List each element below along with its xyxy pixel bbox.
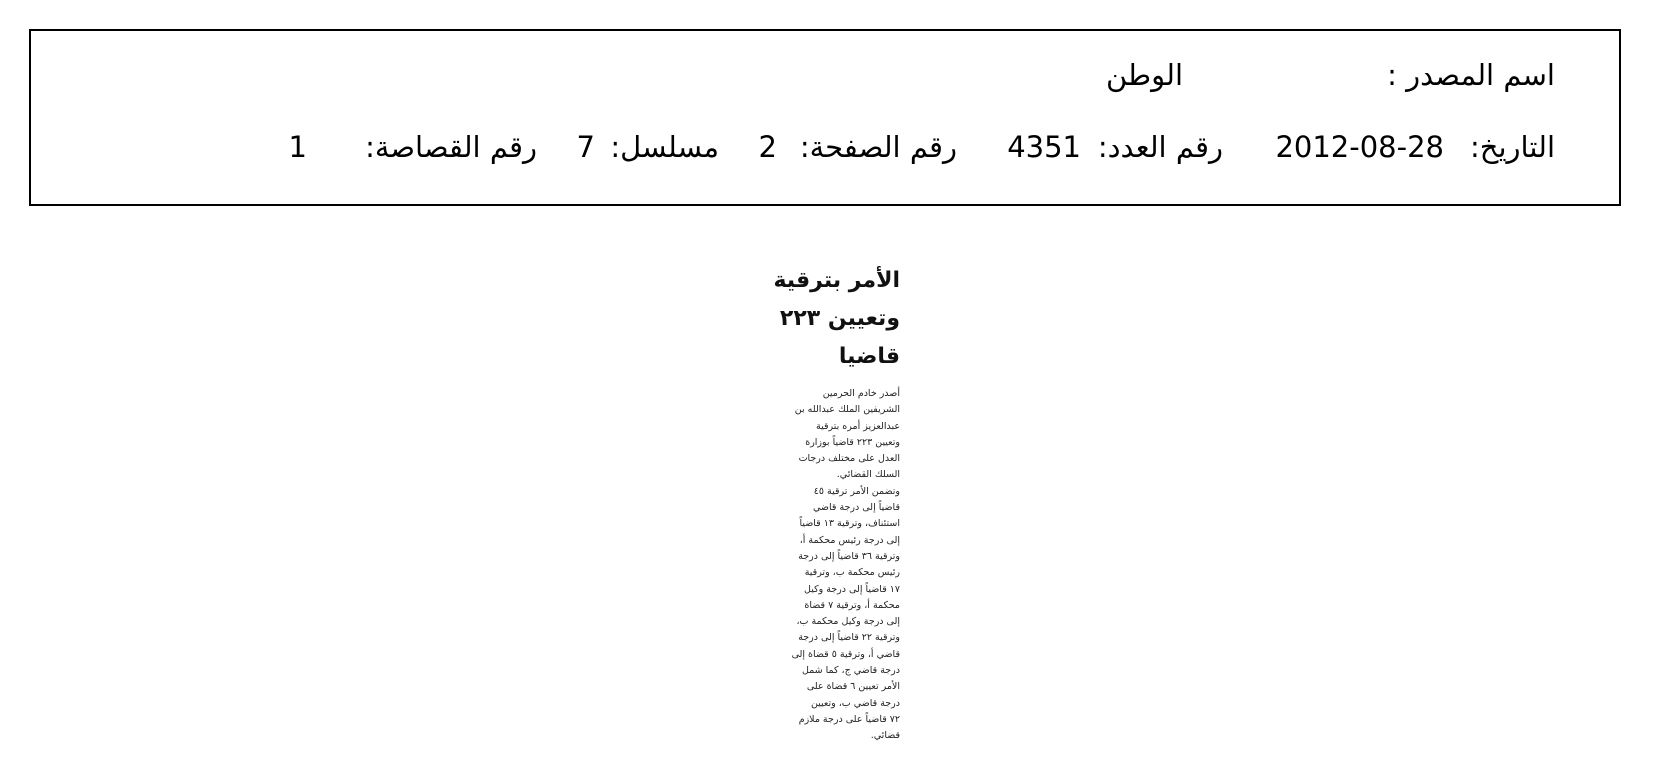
body-line: رئيس محكمة ب، وترقية bbox=[804, 567, 900, 579]
body-line: الشريفين الملك عبدالله بن bbox=[794, 404, 900, 416]
body-line: وترقية ٣٦ قاضياً إلى درجة bbox=[798, 550, 900, 562]
issue-label: رقم العدد: bbox=[1097, 130, 1223, 164]
body-line: قاضي أ، وترقية ٥ قضاة إلى bbox=[791, 648, 900, 660]
body-line: عبدالعزيز أمره بترقية bbox=[815, 420, 900, 432]
body-line: قضائي. bbox=[870, 730, 900, 742]
date-label: التاريخ: bbox=[1469, 130, 1555, 164]
serial-value: 7 bbox=[576, 130, 595, 164]
body-line: وتعيين ٢٢٣ قاضياً بوزارة bbox=[805, 436, 900, 448]
headline-line: وتعيين ٢٢٣ bbox=[779, 306, 900, 331]
body-line: إلى درجة وكيل محكمة ب، bbox=[796, 616, 900, 628]
body-line: وتضمن الأمر ترقية ٤٥ bbox=[813, 485, 900, 497]
headline-line: قاضيا bbox=[838, 344, 900, 369]
clip-value: 1 bbox=[288, 130, 307, 164]
body-line: أصدر خادم الحرمين bbox=[822, 388, 900, 399]
news-article-clipping bbox=[760, 262, 900, 745]
page-label: رقم الصفحة: bbox=[799, 130, 957, 164]
body-line: إلى درجة رئيس محكمة أ، bbox=[799, 534, 900, 546]
clip-label: رقم القصاصة: bbox=[365, 130, 537, 164]
body-line: ١٧ قاضياً إلى درجة وكيل bbox=[804, 583, 900, 595]
article-headline bbox=[760, 262, 900, 376]
body-line: محكمة أ، وترقية ٧ قضاة bbox=[804, 599, 900, 611]
source-label: اسم المصدر : bbox=[1387, 58, 1555, 92]
page-value: 2 bbox=[758, 130, 777, 164]
article-body bbox=[760, 386, 900, 745]
body-line: وترقية ٢٢ قاضياً إلى درجة bbox=[798, 632, 900, 644]
source-value: الوطن bbox=[1105, 58, 1183, 92]
date-value: 2012-08-28 bbox=[1275, 130, 1444, 164]
serial-label: مسلسل: bbox=[610, 130, 719, 164]
body-line: قاضياً إلى درجة قاضي bbox=[813, 502, 900, 514]
clipping-info-box bbox=[29, 29, 1621, 206]
issue-value: 4351 bbox=[1007, 130, 1081, 164]
body-line: درجة قاضي ب، وتعيين bbox=[810, 697, 900, 709]
body-line: الأمر تعيين ٦ قضاة على bbox=[806, 681, 900, 693]
body-line: السلك القضائي. bbox=[836, 469, 900, 481]
body-line: العدل على مختلف درجات bbox=[798, 453, 900, 465]
body-line: درجة قاضي ج، كما شمل bbox=[801, 665, 900, 677]
headline-line: الأمر بترقية bbox=[773, 268, 900, 293]
body-line: استئناف، وترقية ١٣ قاضياً bbox=[799, 518, 900, 530]
body-line: ٧٢ قاضياً على درجة ملازم bbox=[798, 713, 900, 725]
